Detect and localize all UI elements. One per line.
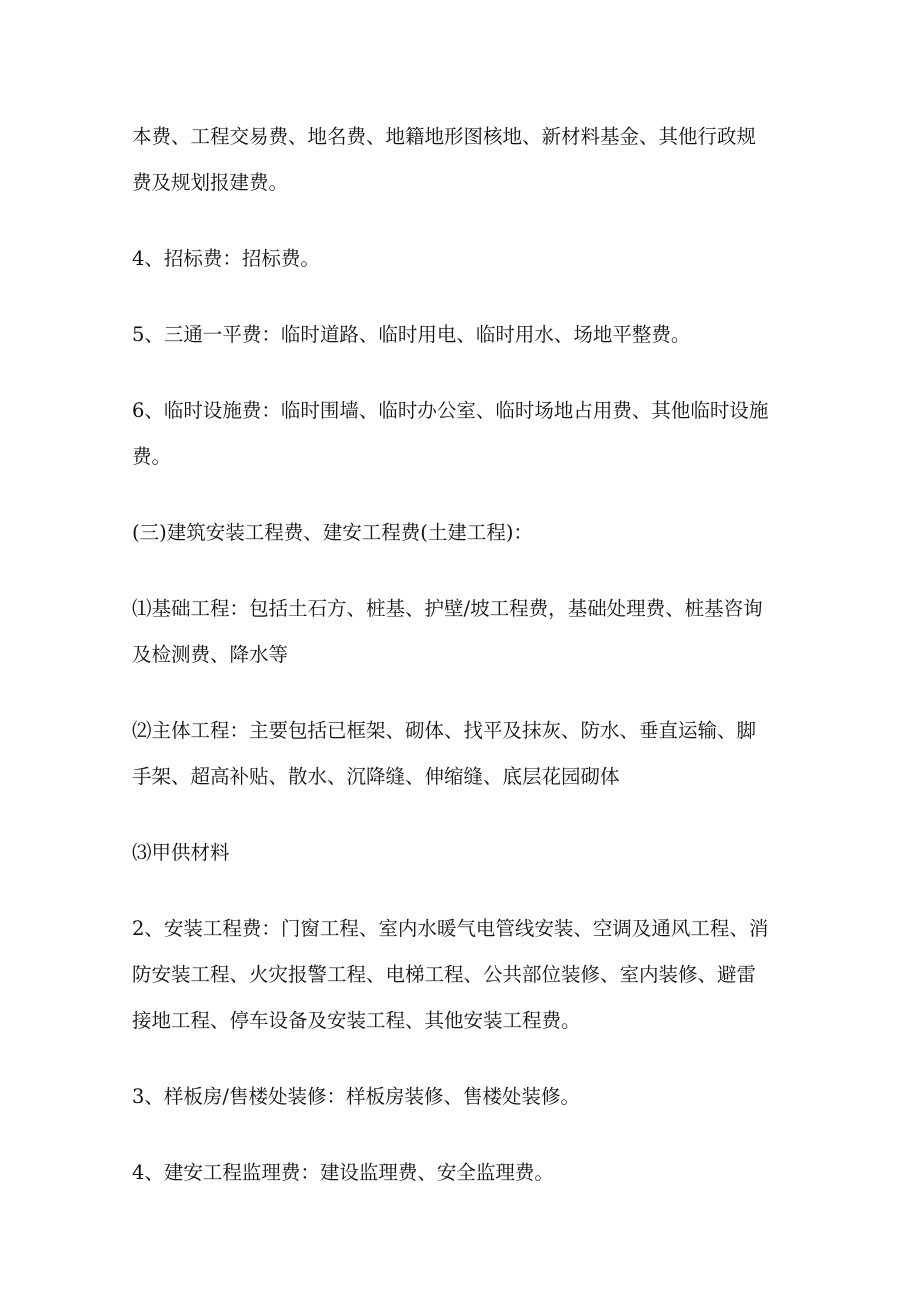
paragraph-line: (三)建筑安装工程费、建安工程费(土建工程)：	[132, 521, 533, 544]
paragraph-bidding-fee	[132, 236, 802, 282]
paragraph-line: 3、样板房/售楼处装修：样板房装修、售楼处装修。	[132, 1085, 580, 1108]
paragraph-line: 本费、工程交易费、地名费、地籍地形图核地、新材料基金、其他行政规	[132, 125, 757, 148]
paragraph-line: 防安装工程、火灾报警工程、电梯工程、公共部位装修、室内装修、避雷	[132, 963, 757, 986]
paragraph-site-prep-fee	[132, 312, 802, 358]
paragraph-admin-fees	[132, 114, 802, 206]
paragraph-line: 4、建安工程监理费：建设监理费、安全监理费。	[132, 1161, 554, 1184]
paragraph-line: 接地工程、停车设备及安装工程、其他安装工程费。	[132, 1009, 581, 1032]
paragraph-owner-supplied-materials	[132, 830, 802, 876]
section-heading-construction	[132, 510, 802, 556]
paragraph-line: 手架、超高补贴、散水、沉降缝、伸缩缝、底层花园砌体	[132, 765, 620, 788]
paragraph-supervision-fee	[132, 1150, 802, 1196]
paragraph-showroom-decoration	[132, 1074, 802, 1120]
paragraph-line: ⑶甲供材料	[132, 841, 230, 864]
paragraph-temporary-facilities	[132, 388, 802, 480]
paragraph-main-structure	[132, 708, 802, 800]
paragraph-line: ⑵主体工程：主要包括已框架、砌体、找平及抹灰、防水、垂直运输、脚	[132, 719, 757, 742]
paragraph-foundation-works	[132, 586, 802, 678]
paragraph-line: 及检测费、降水等	[132, 643, 289, 666]
paragraph-line: 费及规划报建费。	[132, 171, 289, 194]
paragraph-line: ⑴基础工程：包括土石方、桩基、护壁/坡工程费，基础处理费、桩基咨询	[132, 597, 763, 620]
paragraph-line: 费。	[132, 445, 172, 468]
paragraph-line: 4、招标费：招标费。	[132, 247, 320, 270]
paragraph-line: 2、安装工程费：门窗工程、室内水暖气电管线安装、空调及通风工程、消	[132, 917, 769, 940]
document-body	[132, 114, 802, 1226]
paragraph-installation-fee	[132, 906, 802, 1044]
paragraph-line: 6、临时设施费：临时围墙、临时办公室、临时场地占用费、其他临时设施	[132, 399, 769, 422]
paragraph-line: 5、三通一平费：临时道路、临时用电、临时用水、场地平整费。	[132, 323, 691, 346]
